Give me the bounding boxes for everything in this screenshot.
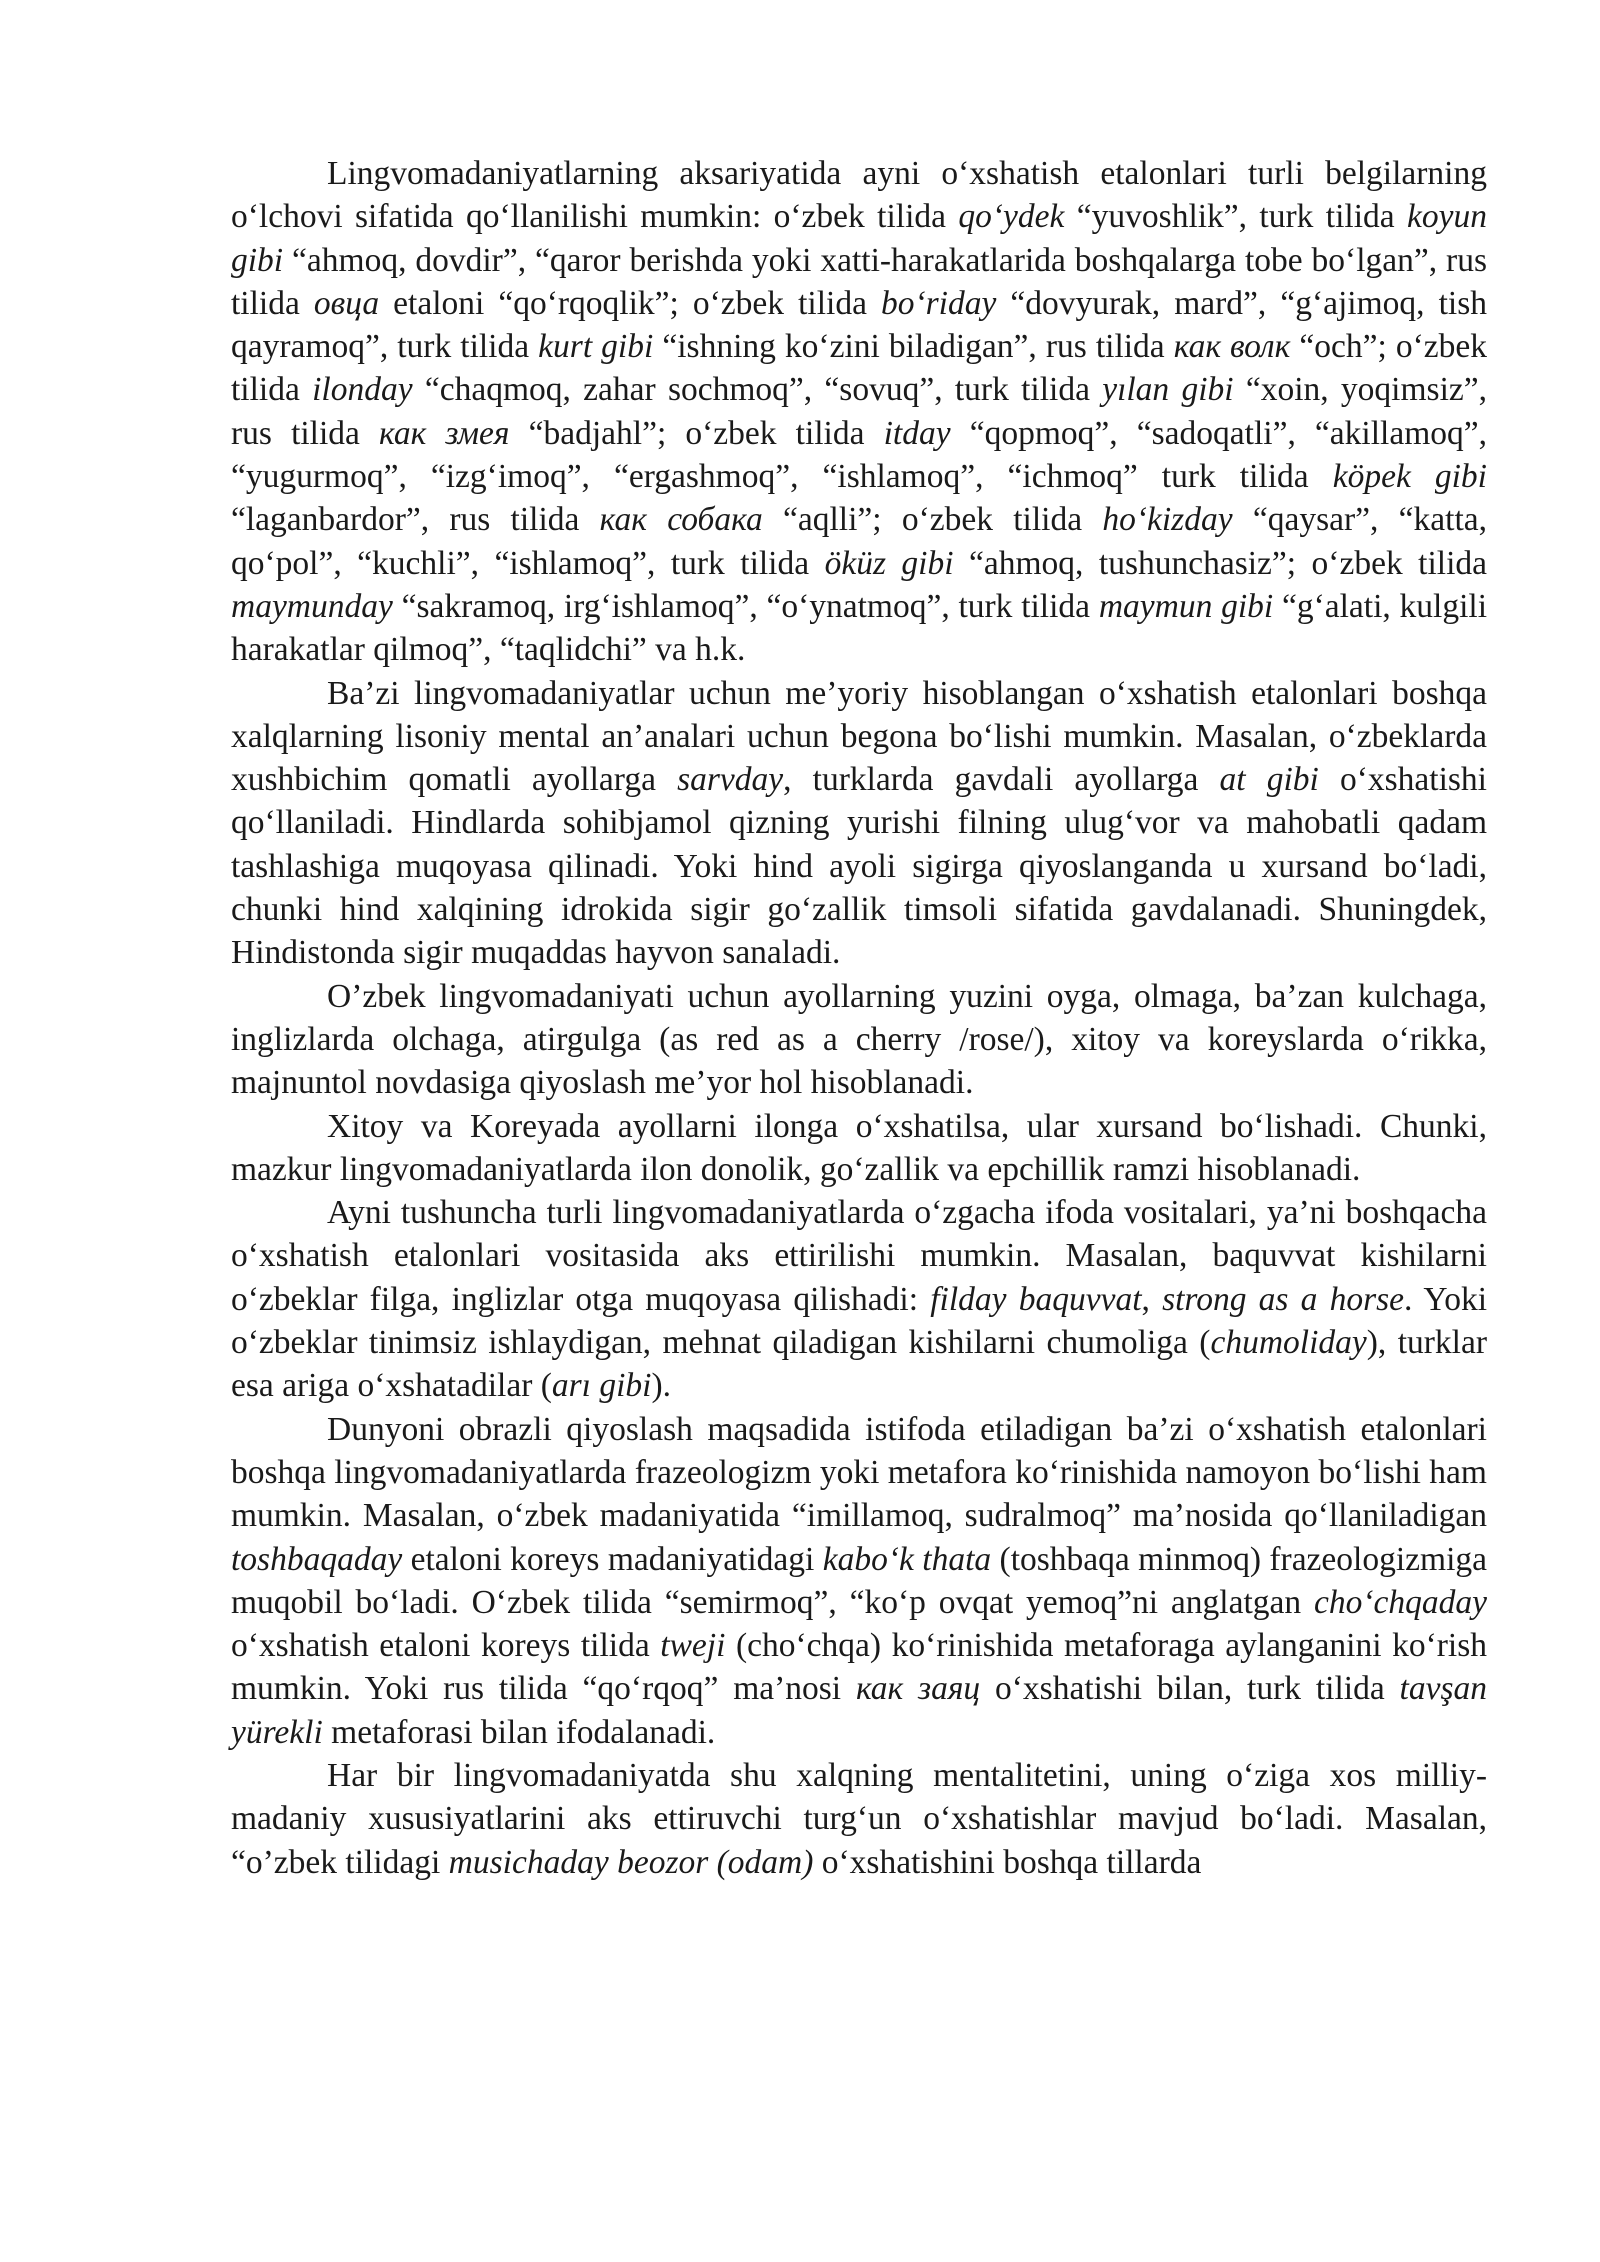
body-paragraph bbox=[231, 975, 1487, 1105]
italic-text-run: cho‘chqaday bbox=[1313, 1583, 1487, 1621]
italic-text-run: öküz gibi bbox=[824, 544, 954, 582]
italic-text-run: maymunday bbox=[231, 587, 393, 625]
italic-text-run: ilonday bbox=[312, 371, 413, 409]
text-run: “ishning ko‘zini biladigan”, rus tilida bbox=[653, 328, 1174, 366]
text-run: “ahmoq, dovdir”, “qaror berishda yoki xatti-harakatlarida boshqalarga tobe bo‘lgan”, rus tilida bbox=[231, 241, 1487, 322]
text-run: (toshbaqa minmoq) frazeologizmiga muqobil bo‘ladi. O‘zbek tilida “semirmoq”, “ko‘p ovqat yemoq”ni anglatgan bbox=[231, 1540, 1488, 1621]
italic-text-run: köpek gibi bbox=[1332, 458, 1487, 496]
italic-text-run: filday baquvvat bbox=[930, 1280, 1142, 1318]
text-run: O’zbek lingvomadaniyati uchun ayollarning yuzini oyga, olmaga, ba’zan kulchaga, inglizlarda olchaga, atirgulga (as red as a cherry /rose/), xitoy va koreyslarda o‘rikka, majnuntol novdasiga qiyoslash me’yor hol hisoblanadi. bbox=[231, 977, 1487, 1102]
body-paragraph bbox=[231, 672, 1487, 975]
text-run: “och”; o‘zbek tilida bbox=[231, 328, 1488, 409]
italic-text-run: maymun gibi bbox=[1098, 587, 1274, 625]
text-run: Ayni tushuncha turli lingvomadaniyatlarda o‘zgacha ifoda vositalari, ya’ni boshqacha o‘xshatish etalonlari vositasida aks ettirilishi mumkin. Masalan, baquvvat kishilarni o‘zbeklar filga, inglizlar otga muqoyasa qilishadi: bbox=[231, 1194, 1487, 1318]
text-run: “laganbardor”, rus tilida bbox=[231, 501, 600, 539]
text-run: “sakramoq, irg‘ishlamoq”, “o‘ynatmoq”, turk tilida bbox=[392, 587, 1099, 625]
text-run: “aqlli”; o‘zbek tilida bbox=[762, 501, 1103, 539]
text-run: , bbox=[1141, 1280, 1163, 1318]
italic-text-run: qo‘ydek bbox=[958, 198, 1065, 236]
italic-text-run: как заяц bbox=[855, 1670, 981, 1708]
text-run: “qaysar”, “katta, qo‘pol”, “kuchli”, “ishlamoq”, turk tilida bbox=[231, 501, 1488, 582]
text-run: “chaqmoq, zahar sochmoq”, “sovuq”, turk tilida bbox=[412, 371, 1103, 409]
italic-text-run: chumoliday bbox=[1210, 1324, 1367, 1362]
text-run: “qopmoq”, “sadoqatli”, “akillamoq”, “yugurmoq”, “izg‘imoq”, “ergashmoq”, “ishlamoq”, “ichmoq” turk tilida bbox=[231, 414, 1488, 496]
italic-text-run: как волк bbox=[1173, 328, 1291, 366]
text-run: “dovyurak, mard”, “g‘ajimoq, tish qayramoq”, turk tilida bbox=[231, 284, 1487, 366]
text-run: metaforasi bilan ifodalanadi. bbox=[322, 1713, 716, 1751]
text-run: Dunyoni obrazli qiyoslash maqsadida istifoda etiladigan ba’zi o‘xshatish etalonlari boshqa lingvomadaniyatlarda frazeologizm yoki metafora ko‘rinishida namoyon bo‘lishi ham mumkin. Masalan, o‘zbek madaniyatida “imillamoq, sudralmoq” ma’nosida qo‘llaniladigan bbox=[231, 1410, 1487, 1535]
italic-text-run: tavşan yürekli bbox=[231, 1670, 1487, 1751]
text-run: “yuvoshlik”, turk tilida bbox=[1064, 198, 1407, 236]
italic-text-run: как змея bbox=[379, 414, 510, 452]
italic-text-run: kurt gibi bbox=[538, 328, 654, 366]
text-run: o‘xshatishi qo‘llaniladi. Hindlarda sohibjamol qizning yurishi filning ulug‘vor va mahobatli qadam tashlashiga muqoyasa qilinadi. Yoki hind ayoli sigirga qiyoslanganda u xursand bo‘ladi, chunki hind xalqining idrokida sigir go‘zallik timsoli sifatida gavdalanadi. Shuningdek, Hindistonda sigir muqaddas hayvon sanaladi. bbox=[231, 761, 1487, 972]
italic-text-run: musichaday beozor (odam) bbox=[448, 1843, 814, 1881]
italic-text-run: strong as a horse bbox=[1162, 1280, 1405, 1318]
text-run: etaloni “qo‘rqoqlik”; o‘zbek tilida bbox=[379, 284, 881, 322]
body-paragraph bbox=[231, 1191, 1487, 1407]
text-run: o‘xshatish etaloni koreys tilida bbox=[231, 1627, 661, 1665]
italic-text-run: bo‘riday bbox=[880, 284, 997, 322]
text-run: (cho‘chqa) ko‘rinishida metaforaga aylanganini ko‘rish mumkin. Yoki rus tilida “qo‘rqoq” ma’nosi bbox=[231, 1627, 1487, 1708]
italic-text-run: овца bbox=[313, 284, 380, 322]
italic-text-run: itday bbox=[883, 414, 951, 452]
text-run: Ba’zi lingvomadaniyatlar uchun me’yoriy hisoblangan o‘xshatish etalonlari boshqa xalqlarning lisoniy mental an’analari uchun begona bo‘lishi mumkin. Masalan, o‘zbeklarda xushbichim qomatli ayollarga bbox=[231, 674, 1487, 799]
body-paragraph bbox=[231, 1754, 1487, 1884]
body-paragraph bbox=[231, 1105, 1487, 1192]
italic-text-run: tweji bbox=[660, 1627, 726, 1665]
text-run: . Yoki o‘zbeklar tinimsiz ishlaydigan, mehnat qiladigan kishilarni chumoliga ( bbox=[231, 1280, 1488, 1362]
italic-text-run: at gibi bbox=[1219, 761, 1319, 799]
italic-text-run: как собака bbox=[599, 501, 763, 539]
document-page bbox=[231, 152, 1487, 1884]
body-paragraph bbox=[231, 1408, 1487, 1754]
italic-text-run: kabo‘k thata bbox=[822, 1540, 992, 1578]
italic-text-run: sarvday bbox=[677, 761, 784, 799]
italic-text-run: koyun gibi bbox=[231, 198, 1487, 279]
text-run: Xitoy va Koreyada ayollarni ilonga o‘xshatilsa, ular xursand bo‘lishadi. Chunki, mazkur lingvomadaniyatlarda ilon donolik, go‘zallik va epchillik ramzi hisoblanadi. bbox=[231, 1107, 1487, 1188]
text-run: o‘xshatishini boshqa tillarda bbox=[813, 1843, 1202, 1881]
text-run: ), turklar esa ariga o‘xshatadilar ( bbox=[231, 1324, 1487, 1405]
italic-text-run: yılan gibi bbox=[1102, 371, 1234, 409]
text-run: “ahmoq, tushunchasiz”; o‘zbek tilida bbox=[953, 544, 1488, 582]
text-run: Har bir lingvomadaniyatda shu xalqning mentalitetini, uning o‘ziga xos milliy-madaniy xususiyatlarini aks ettiruvchi turg‘un o‘xshatishlar mavjud bo‘ladi. Masalan, “o’zbek tilidagi bbox=[231, 1756, 1487, 1881]
text-run: etaloni koreys madaniyatidagi bbox=[402, 1540, 823, 1578]
italic-text-run: arı gibi bbox=[551, 1367, 652, 1405]
text-run: “g‘alati, kulgili harakatlar qilmoq”, “taqlidchi” va h.k. bbox=[231, 587, 1488, 669]
text-run: o‘xshatishi bilan, turk tilida bbox=[980, 1670, 1400, 1708]
text-run: , turklarda gavdali ayollarga bbox=[783, 761, 1220, 799]
body-paragraph bbox=[231, 152, 1487, 672]
italic-text-run: ho‘kizday bbox=[1102, 501, 1233, 539]
text-run: “xoin, yoqimsiz”, rus tilida bbox=[231, 371, 1487, 452]
italic-text-run: toshbaqaday bbox=[231, 1540, 403, 1578]
text-run: Lingvomadaniyatlarning aksariyatida ayni o‘xshatish etalonlari turli belgilarning o‘lchovi sifatida qo‘llanilishi mumkin: o‘zbek tilida bbox=[231, 155, 1487, 236]
text-run: “badjahl”; o‘zbek tilida bbox=[509, 414, 884, 452]
text-run: ). bbox=[651, 1367, 672, 1405]
